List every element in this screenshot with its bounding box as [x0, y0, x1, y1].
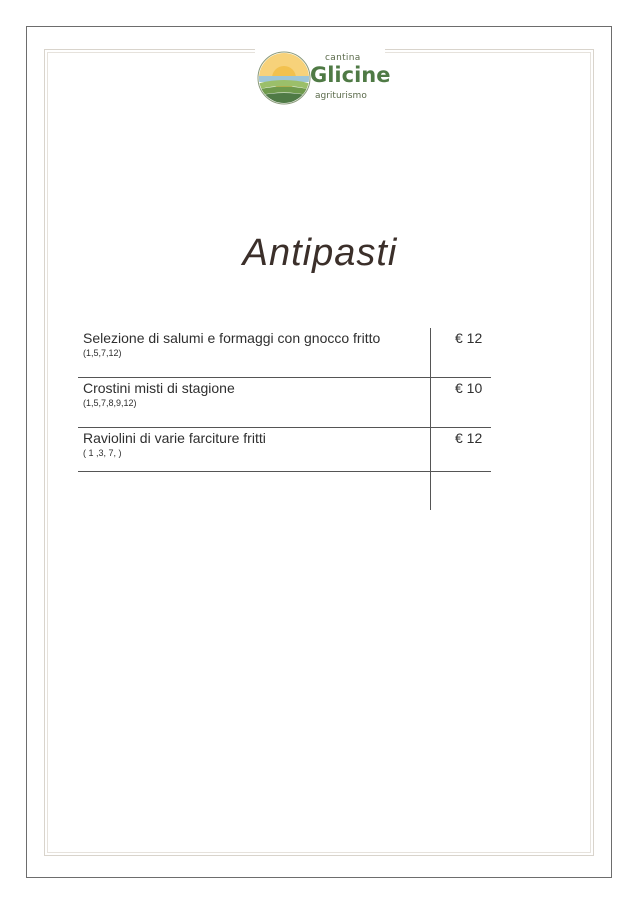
brand-name: Glicine	[310, 63, 391, 87]
row-divider	[78, 471, 491, 472]
menu-item-allergens: (1,5,7,12)	[83, 348, 122, 358]
row-divider	[78, 377, 491, 378]
menu-item-allergens: (1,5,7,8,9,12)	[83, 398, 137, 408]
menu-item-price: € 12	[455, 430, 483, 446]
menu-item-price: € 12	[455, 330, 483, 346]
price-column-divider	[430, 328, 431, 510]
menu-item-name: Raviolini di varie farciture fritti	[83, 430, 266, 446]
menu-item-name: Crostini misti di stagione	[83, 380, 235, 396]
brand-line-agriturismo: agriturismo	[315, 91, 367, 101]
section-title: Antipasti	[242, 232, 398, 274]
menu-item-allergens: ( 1 ,3, 7, )	[83, 448, 122, 458]
menu-item-price: € 10	[455, 380, 483, 396]
inner-frame-secondary	[47, 52, 591, 853]
menu-item-name: Selezione di salumi e formaggi con gnocco fritto	[83, 330, 381, 346]
brand-line-cantina: cantina	[325, 53, 361, 63]
row-divider	[78, 427, 491, 428]
